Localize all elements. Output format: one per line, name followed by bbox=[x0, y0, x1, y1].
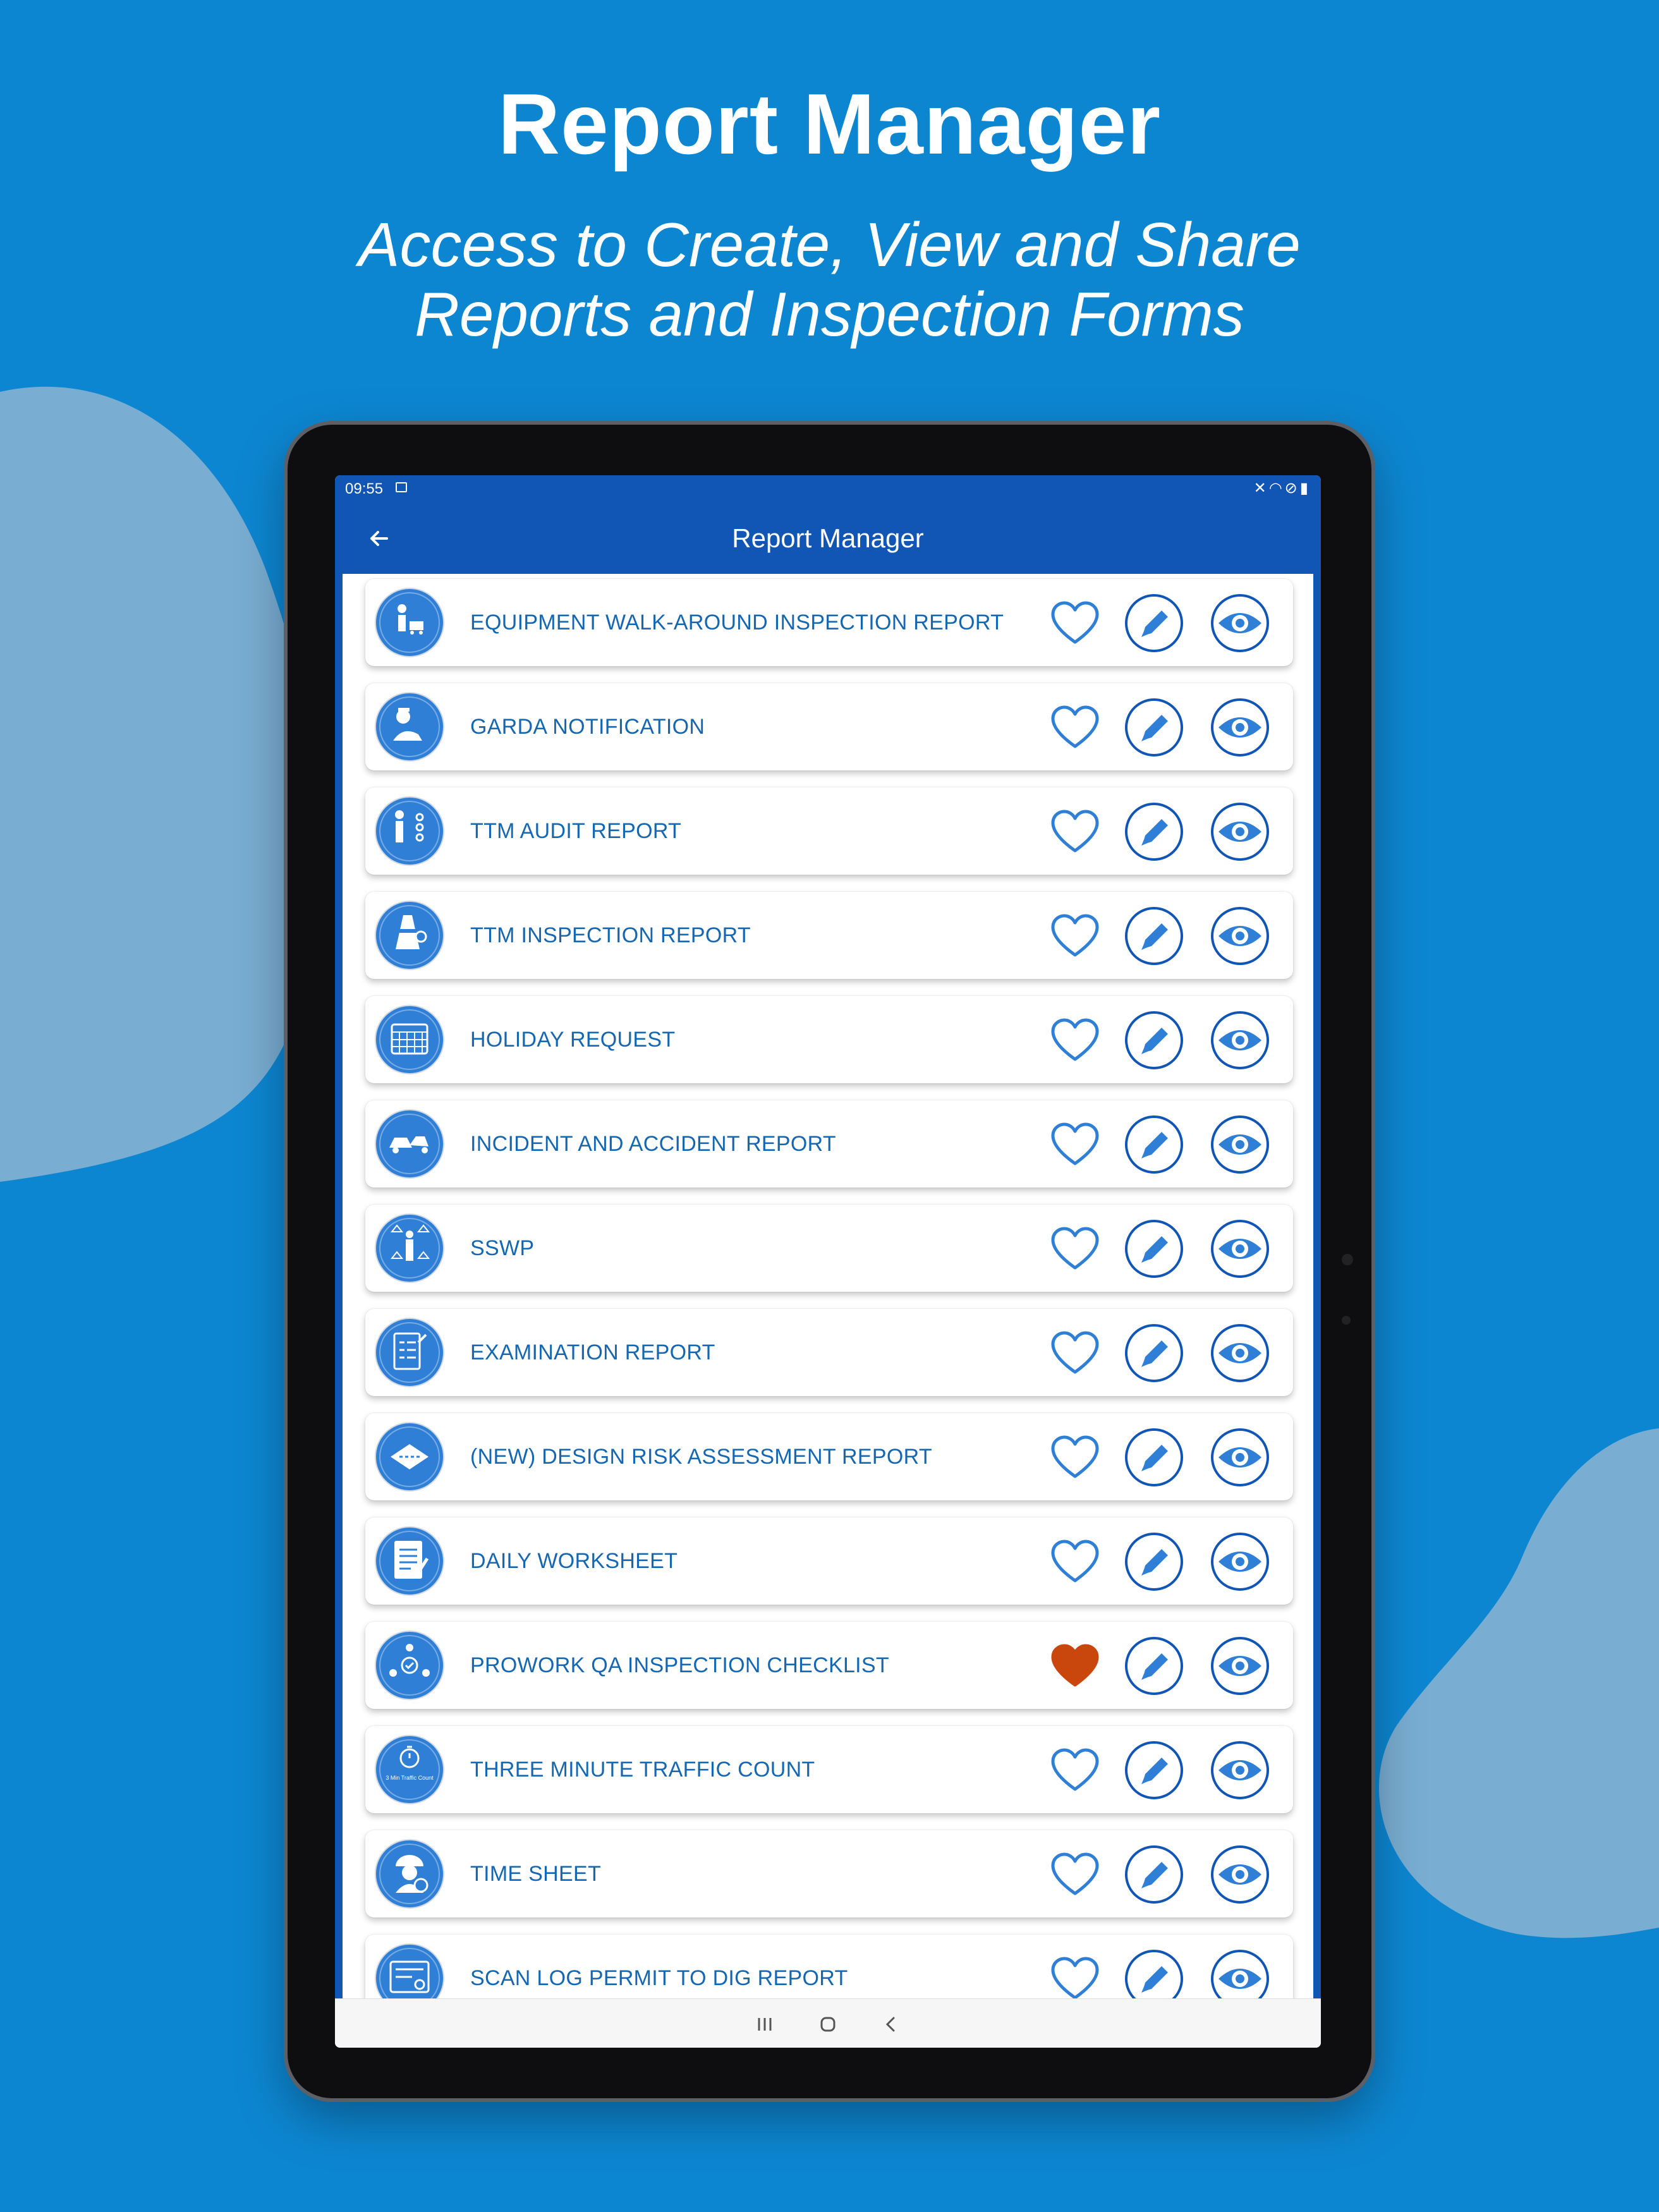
report-card[interactable] bbox=[365, 1205, 1293, 1292]
report-card[interactable] bbox=[365, 1413, 1293, 1500]
mute-icon: ✕ bbox=[1253, 480, 1269, 497]
heart-icon[interactable] bbox=[1050, 705, 1100, 750]
hero-title: Report Manager bbox=[497, 76, 1162, 172]
eye-icon[interactable] bbox=[1210, 1740, 1270, 1801]
road-design-icon bbox=[374, 1421, 445, 1492]
report-label: EQUIPMENT WALK-AROUND INSPECTION REPORT bbox=[470, 611, 1004, 635]
report-card[interactable] bbox=[365, 787, 1293, 875]
eye-icon[interactable] bbox=[1210, 1948, 1270, 1998]
eye-icon[interactable] bbox=[1210, 906, 1270, 966]
pencil-icon[interactable] bbox=[1124, 1218, 1184, 1279]
stopwatch-icon bbox=[374, 1734, 445, 1805]
pencil-icon[interactable] bbox=[1124, 801, 1184, 862]
back-chevron-icon[interactable] bbox=[872, 2010, 910, 2038]
device-screen bbox=[335, 475, 1321, 2048]
report-card[interactable] bbox=[365, 996, 1293, 1083]
worksheet-icon bbox=[374, 1526, 445, 1596]
report-label: SSWP bbox=[470, 1236, 535, 1260]
status-bar bbox=[335, 475, 1321, 502]
report-label: DAILY WORKSHEET bbox=[470, 1549, 678, 1573]
pencil-icon[interactable] bbox=[1124, 906, 1184, 966]
background-blob-left bbox=[0, 379, 329, 1201]
report-card[interactable] bbox=[365, 1309, 1293, 1396]
gallery-icon bbox=[396, 482, 407, 492]
status-time: 09:55 bbox=[345, 480, 384, 497]
heart-icon[interactable] bbox=[1050, 600, 1100, 646]
report-card[interactable] bbox=[365, 1726, 1293, 1813]
hero-subtitle bbox=[0, 210, 1659, 349]
heart-icon[interactable] bbox=[1050, 1122, 1100, 1167]
pencil-icon[interactable] bbox=[1124, 1010, 1184, 1071]
report-label: EXAMINATION REPORT bbox=[470, 1340, 715, 1364]
eye-icon[interactable] bbox=[1210, 593, 1270, 653]
pencil-icon[interactable] bbox=[1124, 1844, 1184, 1905]
report-label: PROWORK QA INSPECTION CHECKLIST bbox=[470, 1653, 889, 1677]
scrollbar[interactable] bbox=[1313, 574, 1321, 1998]
eye-icon[interactable] bbox=[1210, 1114, 1270, 1175]
eye-icon[interactable] bbox=[1210, 801, 1270, 862]
calendar-icon bbox=[374, 1004, 445, 1075]
system-nav-bar bbox=[335, 1998, 1321, 2048]
eye-icon[interactable] bbox=[1210, 1844, 1270, 1905]
scan-permit-icon bbox=[374, 1943, 445, 1998]
report-list[interactable] bbox=[343, 574, 1313, 1998]
dnd-icon: ⊘ bbox=[1284, 480, 1300, 497]
recents-icon[interactable] bbox=[746, 2010, 784, 2038]
report-label: INCIDENT AND ACCIDENT REPORT bbox=[470, 1132, 836, 1156]
sensor-icon bbox=[1342, 1316, 1351, 1325]
pencil-icon[interactable] bbox=[1124, 593, 1184, 653]
pencil-icon[interactable] bbox=[1124, 1114, 1184, 1175]
traffic-cone-icon bbox=[374, 900, 445, 971]
eye-icon[interactable] bbox=[1210, 1427, 1270, 1488]
hero-subtitle-line1: Access to Create, View and Share bbox=[358, 210, 1301, 279]
report-label: TTM AUDIT REPORT bbox=[470, 819, 682, 843]
app-bar bbox=[335, 502, 1321, 574]
heart-icon[interactable] bbox=[1050, 809, 1100, 854]
checklist-clipboard-icon bbox=[374, 1317, 445, 1388]
safe-system-icon bbox=[374, 1213, 445, 1284]
tablet-frame bbox=[288, 425, 1371, 2098]
camera-icon bbox=[1342, 1254, 1353, 1265]
eye-icon[interactable] bbox=[1210, 1531, 1270, 1592]
pencil-icon[interactable] bbox=[1124, 1531, 1184, 1592]
icon-caption: 3 Min Traffic Count bbox=[386, 1775, 434, 1781]
report-card[interactable] bbox=[365, 683, 1293, 770]
heart-icon[interactable] bbox=[1050, 1018, 1100, 1063]
list-edge-left bbox=[335, 574, 343, 1998]
worker-equipment-icon bbox=[374, 587, 445, 658]
pencil-icon[interactable] bbox=[1124, 1740, 1184, 1801]
police-officer-icon bbox=[374, 691, 445, 762]
heart-icon[interactable] bbox=[1050, 1330, 1100, 1376]
report-label: (NEW) DESIGN RISK ASSESSMENT REPORT bbox=[470, 1445, 932, 1469]
wifi-icon: ◠ bbox=[1268, 480, 1285, 497]
pencil-icon[interactable] bbox=[1124, 697, 1184, 758]
team-check-icon bbox=[374, 1630, 445, 1701]
battery-icon: ▮ bbox=[1299, 480, 1311, 497]
report-label: TTM INSPECTION REPORT bbox=[470, 923, 751, 947]
heart-icon[interactable] bbox=[1050, 1226, 1100, 1272]
background-blob-right bbox=[1365, 1428, 1659, 1947]
report-card[interactable] bbox=[365, 1100, 1293, 1188]
car-crash-icon bbox=[374, 1109, 445, 1179]
worker-clock-icon bbox=[374, 1838, 445, 1909]
report-label: HOLIDAY REQUEST bbox=[470, 1028, 676, 1052]
report-label: SCAN LOG PERMIT TO DIG REPORT bbox=[470, 1966, 848, 1990]
heart-icon[interactable] bbox=[1050, 1956, 1100, 1998]
pencil-icon[interactable] bbox=[1124, 1323, 1184, 1383]
app-title: Report Manager bbox=[732, 523, 924, 553]
pencil-icon[interactable] bbox=[1124, 1948, 1184, 1998]
pencil-icon[interactable] bbox=[1124, 1636, 1184, 1696]
report-label: TIME SHEET bbox=[470, 1862, 602, 1886]
heart-icon[interactable] bbox=[1050, 1539, 1100, 1584]
eye-icon[interactable] bbox=[1210, 1218, 1270, 1279]
heart-icon[interactable] bbox=[1050, 1747, 1100, 1793]
report-card[interactable] bbox=[365, 892, 1293, 979]
report-card[interactable] bbox=[365, 1935, 1293, 1998]
report-card[interactable] bbox=[365, 579, 1293, 666]
report-label: GARDA NOTIFICATION bbox=[470, 715, 705, 739]
audit-presenter-icon bbox=[374, 796, 445, 866]
heart-icon[interactable] bbox=[1050, 1643, 1100, 1689]
home-icon[interactable] bbox=[809, 2010, 847, 2038]
pencil-icon[interactable] bbox=[1124, 1427, 1184, 1488]
report-label: THREE MINUTE TRAFFIC COUNT bbox=[470, 1758, 815, 1782]
report-card[interactable] bbox=[365, 1830, 1293, 1917]
eye-icon[interactable] bbox=[1210, 1010, 1270, 1071]
status-icons bbox=[1254, 479, 1311, 497]
report-card[interactable] bbox=[365, 1622, 1293, 1709]
eye-icon[interactable] bbox=[1210, 697, 1270, 758]
heart-icon[interactable] bbox=[1050, 913, 1100, 959]
eye-icon[interactable] bbox=[1210, 1636, 1270, 1696]
hero-subtitle-line2: Reports and Inspection Forms bbox=[415, 279, 1244, 349]
heart-icon[interactable] bbox=[1050, 1435, 1100, 1480]
report-card[interactable] bbox=[365, 1517, 1293, 1605]
heart-icon[interactable] bbox=[1050, 1852, 1100, 1897]
eye-icon[interactable] bbox=[1210, 1323, 1270, 1383]
